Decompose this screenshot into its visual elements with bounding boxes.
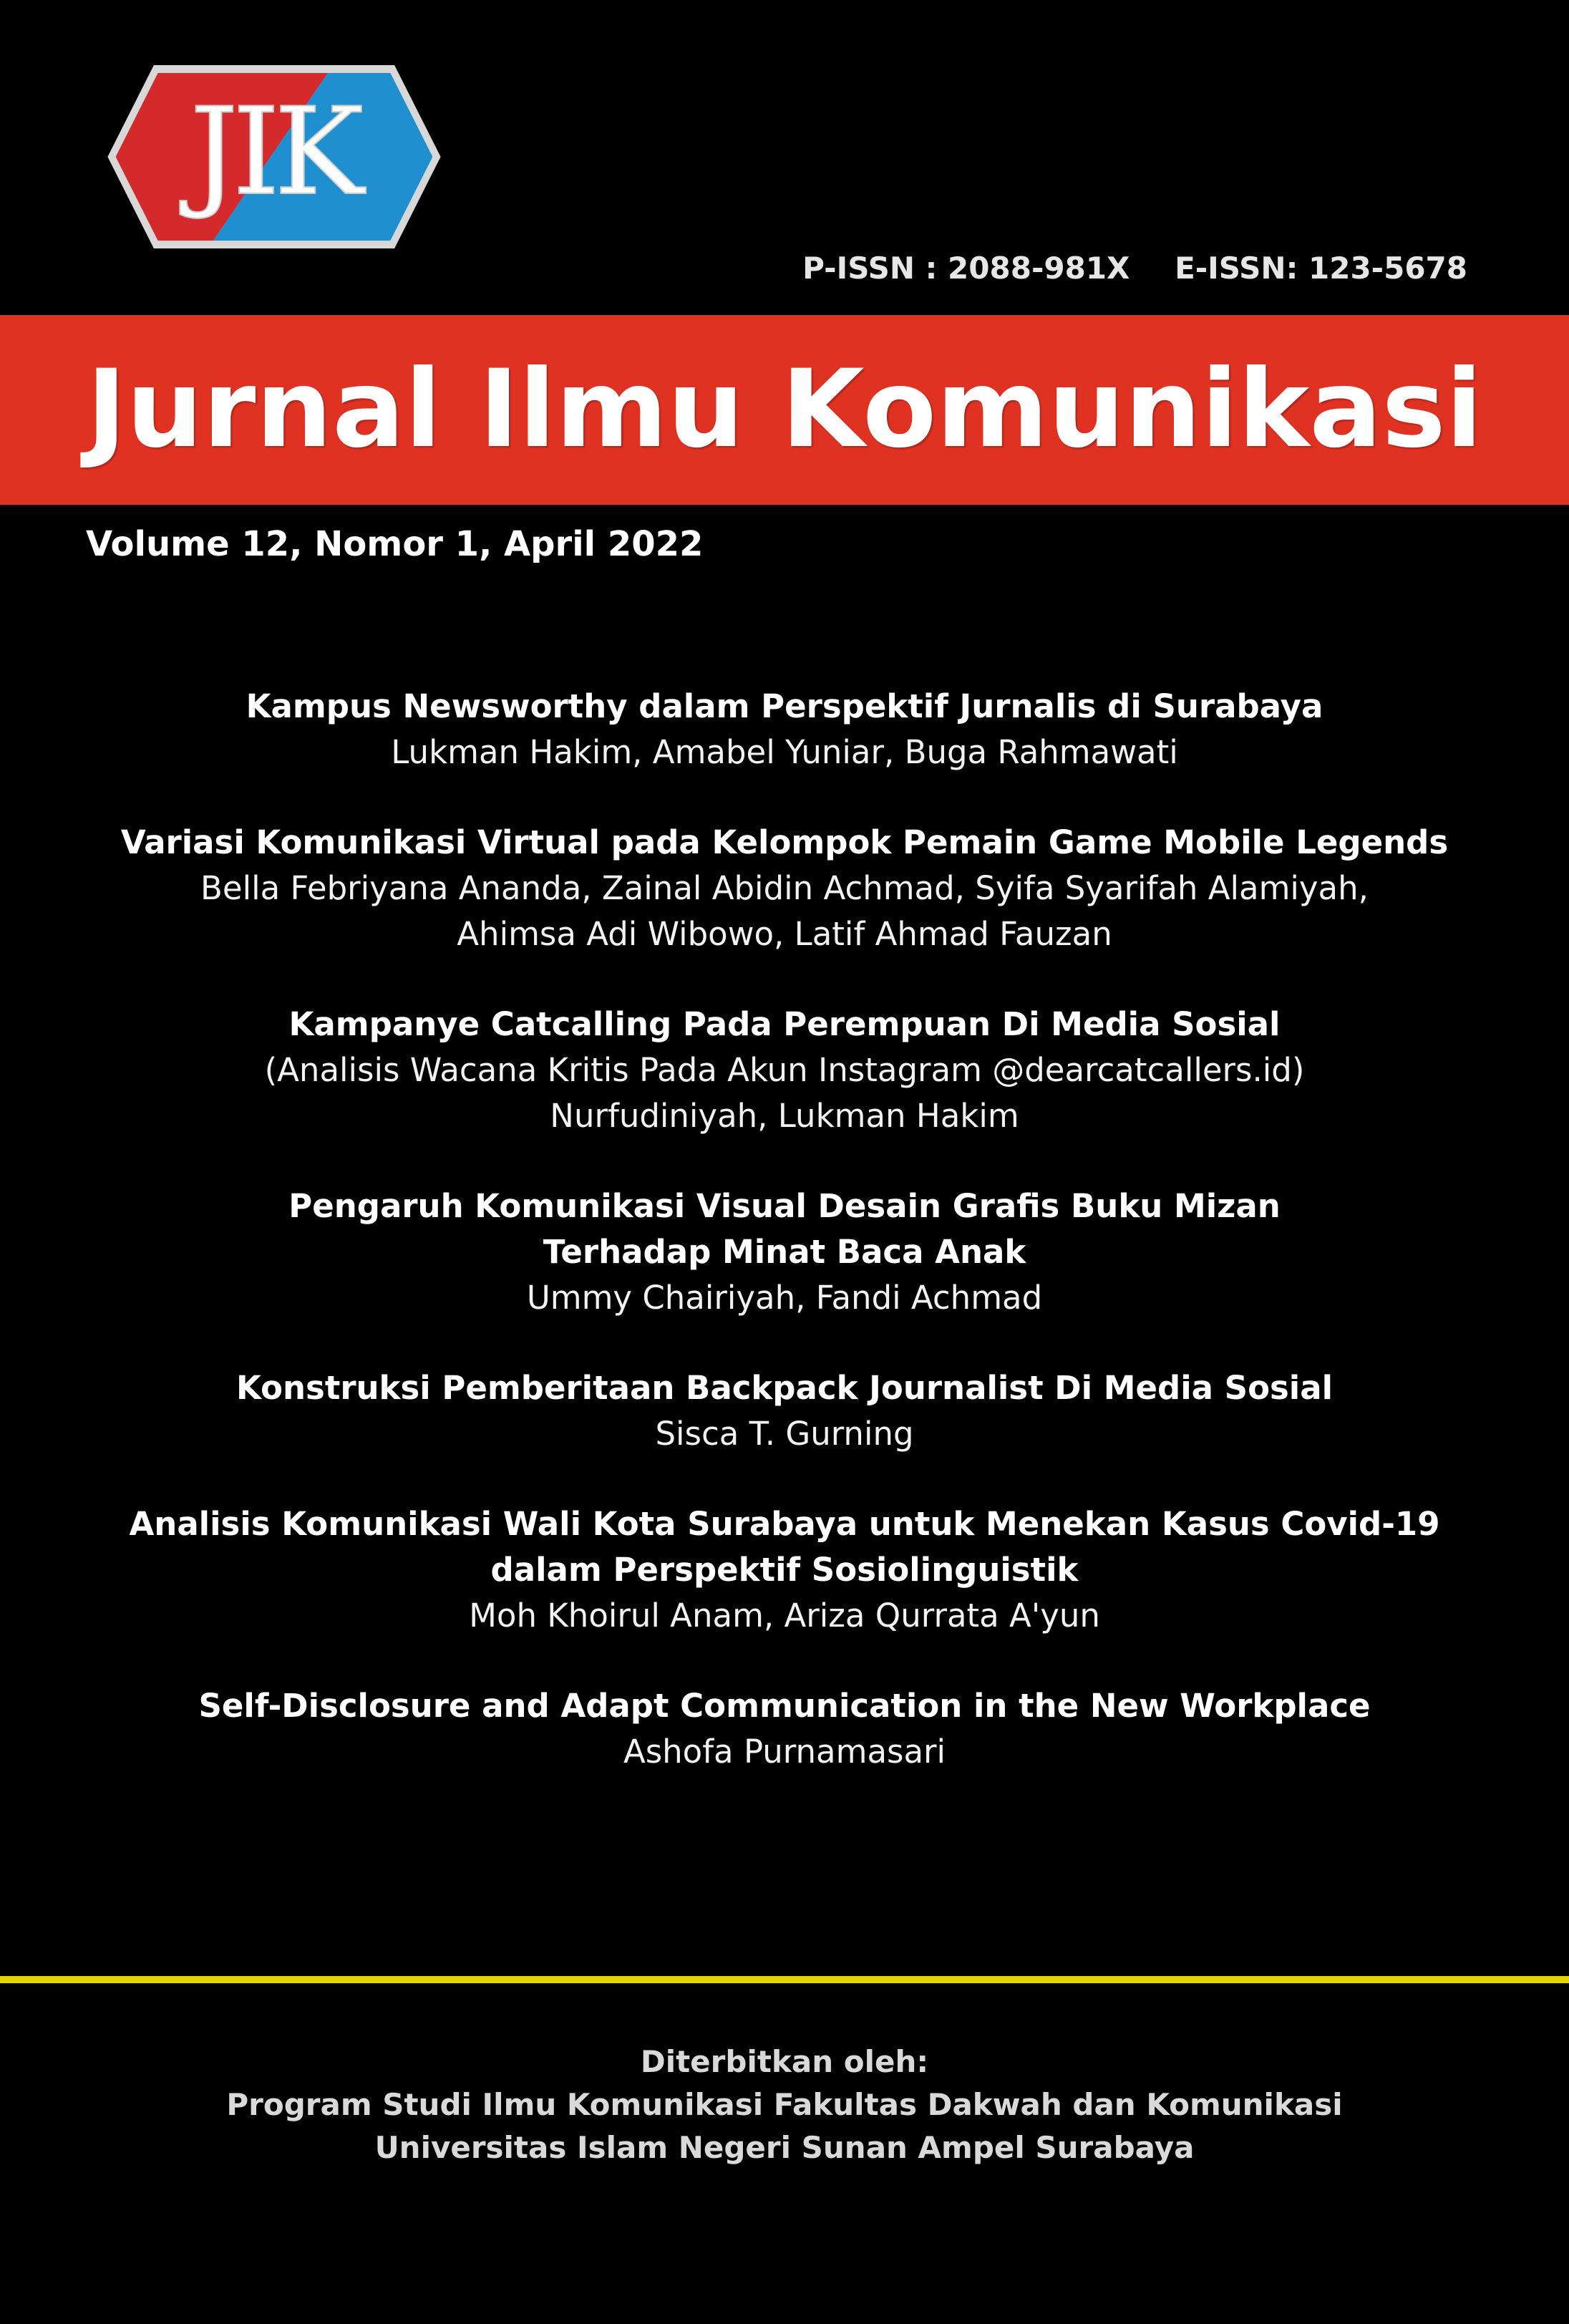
article-entry: [0, 820, 1569, 957]
article-title: Self-Disclosure and Adapt Communication in the New Workplace: [198, 1687, 1371, 1725]
yellow-divider: [0, 1976, 1569, 1983]
publisher-university: Universitas Islam Negeri Sunan Ampel Surabaya: [374, 2130, 1195, 2165]
article-entry: [0, 1365, 1569, 1457]
article-authors: Bella Febriyana Ananda, Zainal Abidin Achmad, Syifa Syarifah Alamiyah,: [200, 869, 1369, 907]
article-authors: Ahimsa Adi Wibowo, Latif Ahmad Fauzan: [457, 915, 1112, 953]
publisher-block: [0, 2040, 1569, 2169]
article-entry: [0, 1002, 1569, 1139]
article-title: Konstruksi Pemberitaan Backpack Journalist Di Media Sosial: [236, 1369, 1333, 1407]
article-title: Kampus Newsworthy dalam Perspektif Jurnalis di Surabaya: [246, 687, 1323, 725]
article-title: Variasi Komunikasi Virtual pada Kelompok Pemain Game Mobile Legends: [120, 823, 1449, 861]
article-entry: [0, 1183, 1569, 1321]
article-authors: (Analisis Wacana Kritis Pada Akun Instagram @dearcatcallers.id): [264, 1051, 1305, 1089]
journal-logo: [106, 63, 442, 251]
issn-line: [802, 251, 1467, 286]
article-entry: [0, 684, 1569, 775]
table-of-contents: [0, 684, 1569, 1819]
article-title: Terhadap Minat Baca Anak: [543, 1233, 1026, 1271]
article-authors: Moh Khoirul Anam, Ariza Qurrata A'yun: [469, 1597, 1100, 1635]
article-title: dalam Perspektif Sosiolinguistik: [490, 1551, 1079, 1589]
article-entry: [0, 1501, 1569, 1639]
article-title: Analisis Komunikasi Wali Kota Surabaya untuk Menekan Kasus Covid-19: [129, 1505, 1440, 1543]
article-entry: [0, 1683, 1569, 1775]
logo-wordmark: JIK: [190, 82, 359, 222]
electronic-issn: E-ISSN: 123-5678: [1175, 251, 1467, 286]
article-authors: Ummy Chairiyah, Fandi Achmad: [526, 1279, 1043, 1317]
publisher-label: Diterbitkan oleh:: [640, 2044, 929, 2079]
article-title: Kampanye Catcalling Pada Perempuan Di Media Sosial: [288, 1005, 1281, 1043]
article-authors: Sisca T. Gurning: [655, 1415, 914, 1453]
article-title: Pengaruh Komunikasi Visual Desain Grafis Buku Mizan: [288, 1187, 1281, 1225]
print-issn: P-ISSN : 2088-981X: [802, 251, 1130, 286]
article-authors: Nurfudiniyah, Lukman Hakim: [550, 1097, 1019, 1135]
article-authors: Ashofa Purnamasari: [623, 1733, 946, 1771]
publisher-program: Program Studi Ilmu Komunikasi Fakultas Dakwah dan Komunikasi: [226, 2087, 1343, 2122]
issue-info: Volume 12, Nomor 1, April 2022: [86, 524, 704, 564]
journal-title: Jurnal Ilmu Komunikasi: [86, 347, 1483, 472]
article-authors: Lukman Hakim, Amabel Yuniar, Buga Rahmawati: [391, 733, 1178, 771]
